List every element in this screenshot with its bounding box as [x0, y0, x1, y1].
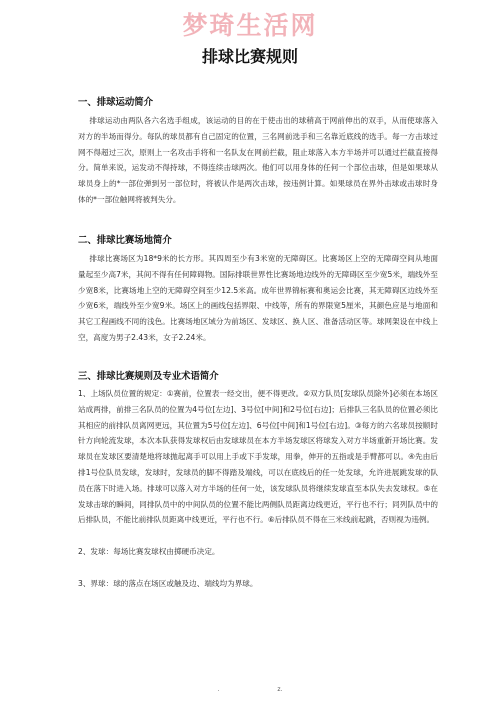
rule-item: 2、发球：每场比赛发球权由掷硬币决定。	[78, 547, 220, 557]
rules-list	[78, 386, 438, 608]
section-rules	[78, 368, 438, 387]
rule-item: 3、界球：球的落点在场区或触及边、端线均为界球。	[78, 578, 258, 588]
footer-left-mark: .	[217, 686, 220, 693]
rule-item: 1、上场队员位置的规定：①赛前，位置表一经交出，便不得更改。②双方队员[发球队员除外]必须在本场区站成两排，前排三名队员的位置为4号位[左边]、3号位[中间]和2号位[右边]；后排队三名队员的位置必须比其相应的前排队员离网更远，其位置为5号位[左边]、6号位[中间]和1号位[右边]。③每方的六名球员按顺时针方向轮流发球，本次本队获得发球权后由发球球员在本方半场发球区将球发入对方半场重新开场比赛。发球员在发球区要清楚地将球抛起离手可以用上手或下手发球，用拳，伸开的五指或是手臂都可以。④先由后排1号位队员发球，发球时，发球员的脚不得踏及端线，可以在底线后的任一处发球，允许进展跳发球的队员在落下时进入场。排球可以落入对方半场的任何一处，该发球队员将继续发球直至本队失去发球权。⑤在发球击球的瞬间，同排队员中的中间队员的位置不能比两侧队员距离边线更近，平行也不行；同列队员中的后排队员，不能比前排队员距离中线更近，平行也不行。⑥后排队员不得在三米线前起跳，否则视为违例。	[78, 389, 438, 525]
section-heading: 三、排球比赛规则及专业术语简介	[78, 371, 219, 382]
footer-right-mark: z.	[277, 686, 283, 693]
section-intro	[78, 94, 438, 213]
section-paragraph: 排球运动由两队各六名选手组成，该运动的目的在于使击出的球稍高于网前伸出的双手，从而使球落入对方的半场而得分。每队的球员都有自己固定的位置，三名网前选手和三名靠近底线的选手。每一方击球过网不得超过三次，原则上一名攻击手将和一名队友在网前拦截，阻止球落入本方半场并可以通过拦截直接得分。简单来说，运发动不得持球，不得连续击球两次。他们可以用身体的任何一个部位击球，但是如果球从球员身上的*一部位弹到另一部位时，将被认作是两次击球，按违例计算。如果球员在界外击球或击球时身体的*一部位触网将被判失分。	[78, 116, 438, 204]
section-heading: 二、排球比赛场地简介	[78, 235, 172, 246]
section-heading: 一、排球运动简介	[78, 97, 154, 108]
section-paragraph: 排球比赛场区为18*9米的长方形。其四周至少有3米宽的无障碍区。比赛场区上空的无障碍空间从地面量起至少高7米，其间不得有任何障碍物。国际排联世界性比赛场地边线外的无障碍区至少宽5米，端线外至少宽8米，比赛场地上空的无障碍空间至少12.5米高。成年世界锦标赛和奥运会比赛，其无障碍区边线外至少宽6米，端线外至少宽9米。场区上的画线包括界限、中线等，所有的界限宽5厘米，其颜色应是与地面和其它工程画线不同的浅色。比赛场地区域分为前场区、发球区、换人区、准备活动区等。球网架设在中线上空，高度为男子2.43米，女子2.24米。	[78, 254, 438, 342]
document-title: 排球比赛规则	[201, 47, 298, 66]
section-court	[78, 232, 438, 351]
page-footer	[0, 686, 500, 693]
watermark-logo: 梦琦生活网	[182, 11, 318, 40]
